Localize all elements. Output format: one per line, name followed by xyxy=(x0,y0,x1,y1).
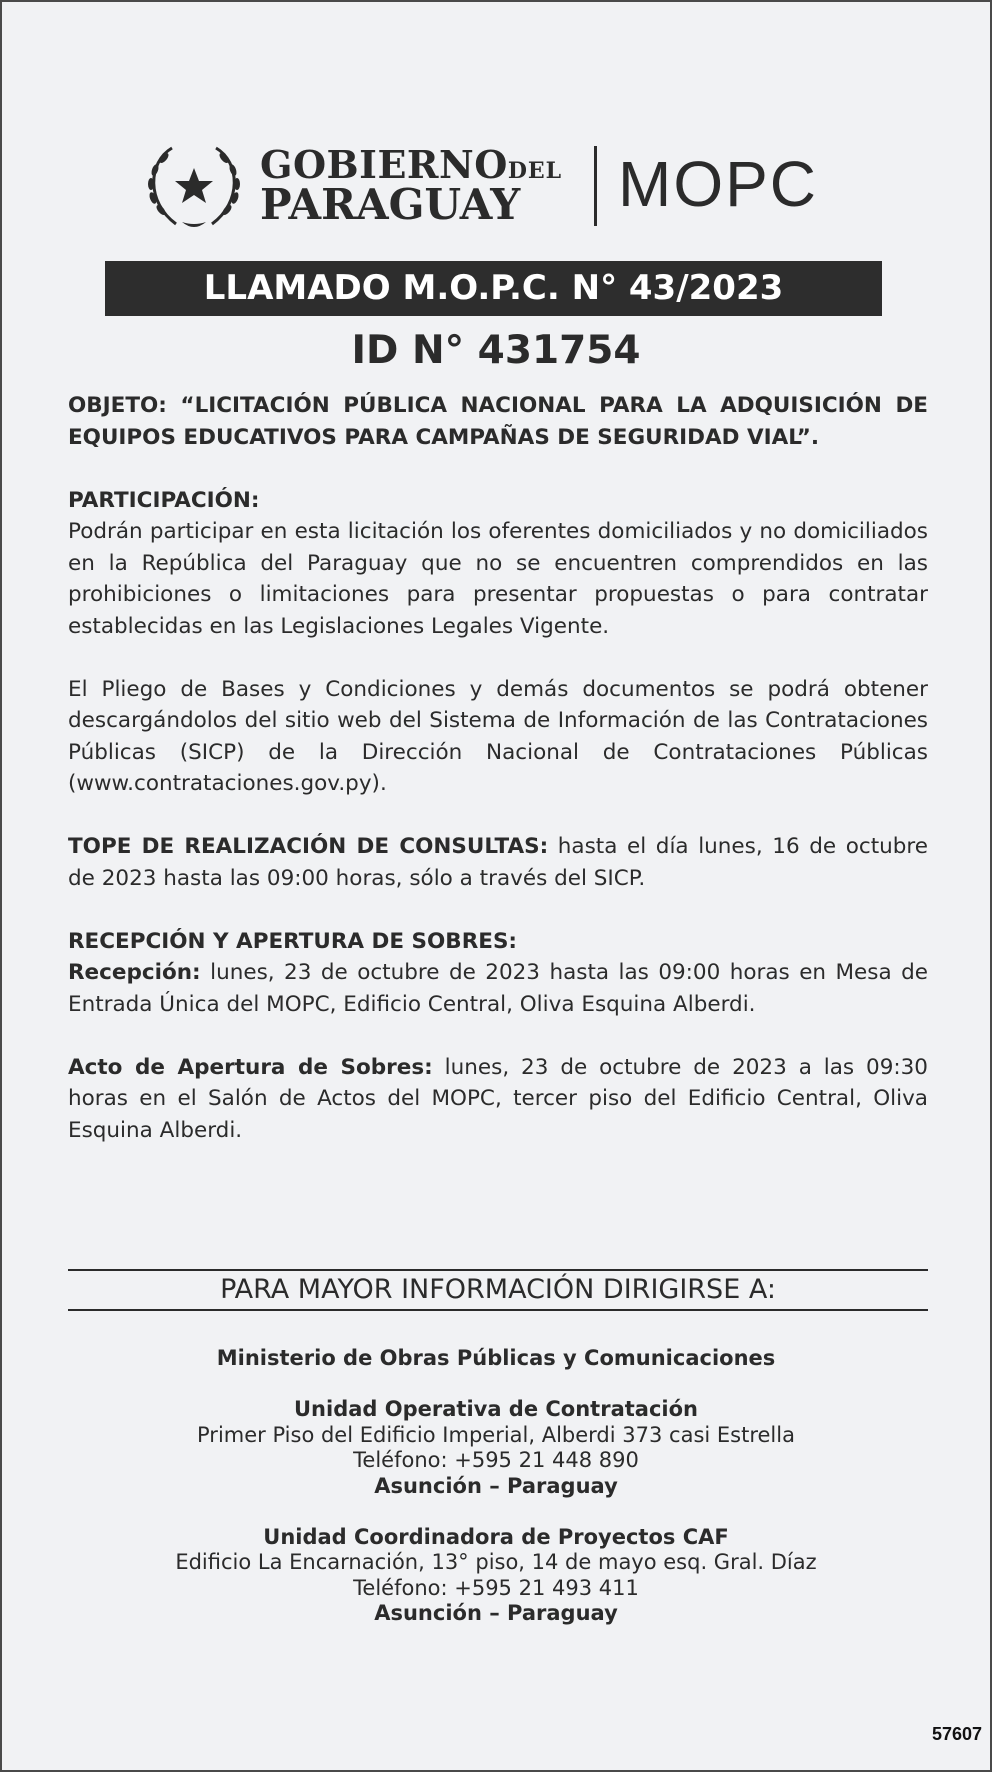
consultation-text: hasta el día lunes, 16 de octubre de 2023 hasta las 09:00 horas, sólo a través del SICP. xyxy=(68,834,928,891)
ministry-name: Ministerio de Obras Públicas y Comunicaciones xyxy=(216,1346,776,1370)
paraguay-seal-icon xyxy=(142,140,246,232)
logo-divider xyxy=(594,146,597,226)
mopc-logo: MOPC xyxy=(618,148,818,220)
notice-body xyxy=(68,390,928,1146)
contact-section xyxy=(2,1346,990,1627)
bidding-documents-text: El Pliego de Bases y Condiciones y demás documentos se podrá obtener descargándolos del sitio web del Sistema de Información de las Contrataciones Públicas (SICP) de la Dirección Nacional de Contrataciones Públicas (www.contrataciones.gov.py). xyxy=(68,676,928,796)
unit2-name: Unidad Coordinadora de Proyectos CAF xyxy=(263,1524,729,1549)
government-name-top: GOBIERNODEL xyxy=(260,142,563,187)
opening-details xyxy=(68,1052,928,1147)
participation-heading: PARTICIPACIÓN: xyxy=(68,487,260,513)
object-statement: OBJETO: “LICITACIÓN PÚBLICA NACIONAL PARA LA ADQUISICIÓN DE EQUIPOS EDUCATIVOS PARA CAMPAÑAS DE SEGURIDAD VIAL”. xyxy=(68,393,928,450)
reception-label: Recepción: xyxy=(68,960,201,985)
unit2-phone: Teléfono: +595 21 493 411 xyxy=(353,1575,639,1600)
unit1-phone: Teléfono: +595 21 448 890 xyxy=(353,1448,639,1472)
unit1-address: Primer Piso del Edificio Imperial, Alberdi 373 casi Estrella xyxy=(197,1422,795,1447)
unit2-address: Edificio La Encarnación, 13° piso, 14 de mayo esq. Gral. Díaz xyxy=(175,1550,817,1574)
reception-text: lunes, 23 de octubre de 2023 hasta las 09:00 horas en Mesa de Entrada Única del MOPC, Edificio Central, Oliva Esquina Alberdi. xyxy=(68,960,928,1017)
more-info-heading: PARA MAYOR INFORMACIÓN DIRIGIRSE A: xyxy=(68,1269,928,1311)
participation-text: Podrán participar en esta licitación los oferentes domiciliados y no domiciliados en la República del Paraguay que no se encuentren comprendidos en las prohibiciones o limitaciones para presentar propuestas o para contratar establecidas en las Legislaciones Legales Vigente. xyxy=(68,519,928,639)
government-name-bottom: PARAGUAY xyxy=(260,180,521,229)
header-logos xyxy=(142,140,842,232)
unit2-city: Asunción – Paraguay xyxy=(374,1601,618,1625)
opening-label: Acto de Apertura de Sobres: xyxy=(68,1054,433,1080)
reference-number: 57607 xyxy=(931,1724,982,1744)
opening-text: lunes, 23 de octubre de 2023 a las 09:30 horas en el Salón de Actos del MOPC, tercer piso del Edificio Central, Oliva Esquina Alberdi. xyxy=(68,1054,928,1143)
unit1-city: Asunción – Paraguay xyxy=(374,1473,618,1498)
consultation-label: TOPE DE REALIZACIÓN DE CONSULTAS: xyxy=(68,834,549,859)
call-title-banner: LLAMADO M.O.P.C. N° 43/2023 xyxy=(105,261,882,316)
consultation-deadline xyxy=(68,831,928,894)
tender-id: ID N° 431754 xyxy=(351,328,641,373)
reception-details xyxy=(68,957,928,1020)
unit1-name: Unidad Operativa de Contratación xyxy=(294,1397,698,1421)
reception-heading: RECEPCIÓN Y APERTURA DE SOBRES: xyxy=(68,928,518,954)
